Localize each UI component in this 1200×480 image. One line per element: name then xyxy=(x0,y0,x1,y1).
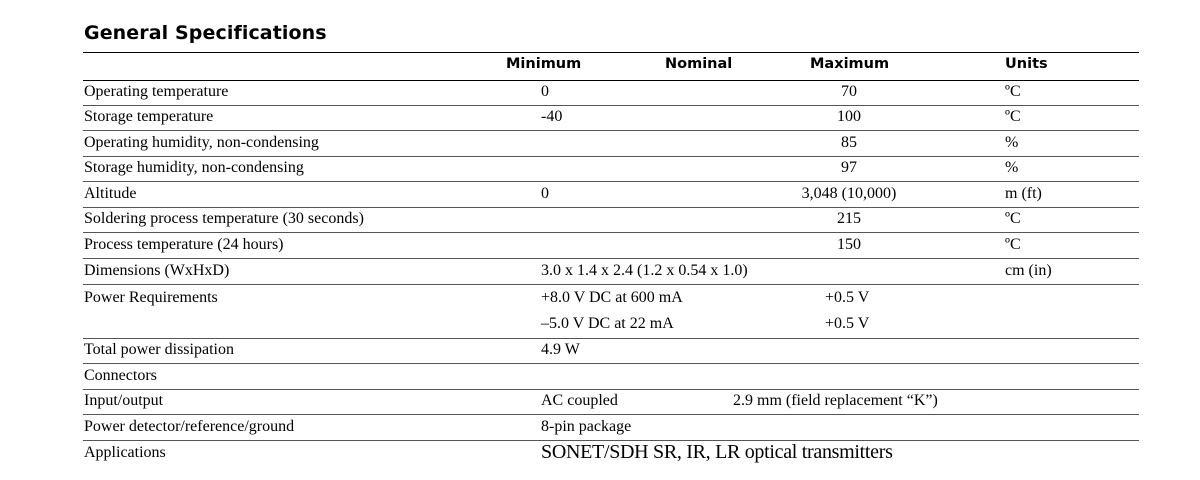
units-value: % xyxy=(1005,134,1019,151)
maximum-value: 97 xyxy=(841,159,857,176)
table-top-rule xyxy=(83,52,1139,53)
input-output-connector: 2.9 mm (field replacement “K”) xyxy=(733,392,938,409)
total-power-value: 4.9 W xyxy=(541,341,580,358)
row-label: Operating humidity, non-condensing xyxy=(84,134,319,151)
power-detector-value: 8-pin package xyxy=(541,418,632,435)
units-value: cm (in) xyxy=(1005,262,1052,279)
row-divider xyxy=(83,338,1139,339)
header-rule xyxy=(83,80,1139,81)
units-value: m (ft) xyxy=(1005,185,1042,202)
dimensions-value: 3.0 x 1.4 x 2.4 (1.2 x 0.54 x 1.0) xyxy=(541,262,748,279)
header-nominal: Nominal xyxy=(665,56,733,72)
row-label: Dimensions (WxHxD) xyxy=(84,262,230,279)
units-value: % xyxy=(1005,159,1019,176)
row-divider xyxy=(83,156,1139,157)
row-label: Connectors xyxy=(84,367,157,384)
maximum-value: 100 xyxy=(837,108,861,125)
input-output-coupling: AC coupled xyxy=(541,392,618,409)
maximum-value: 70 xyxy=(841,83,857,100)
row-divider xyxy=(83,258,1139,259)
applications-value: SONET/SDH SR, IR, LR optical transmitters xyxy=(541,441,893,463)
row-label: Altitude xyxy=(84,185,137,202)
row-divider xyxy=(83,363,1139,364)
row-label: Process temperature (24 hours) xyxy=(84,236,284,253)
row-divider xyxy=(83,130,1139,131)
units-value: ºC xyxy=(1005,236,1021,253)
row-label: Applications xyxy=(84,444,166,461)
section-title: General Specifications xyxy=(84,22,327,44)
row-divider xyxy=(83,414,1139,415)
row-label: Input/output xyxy=(84,392,164,409)
row-label: Power detector/reference/ground xyxy=(84,418,295,435)
units-value: ºC xyxy=(1005,83,1021,100)
header-minimum: Minimum xyxy=(506,56,582,72)
row-label: Operating temperature xyxy=(84,83,229,100)
row-divider xyxy=(83,232,1139,233)
units-value: ºC xyxy=(1005,210,1021,227)
maximum-value: 3,048 (10,000) xyxy=(801,185,897,202)
row-label: Power Requirements xyxy=(84,289,218,306)
maximum-value: 150 xyxy=(837,236,861,253)
minimum-value: 0 xyxy=(541,185,549,202)
minimum-value: 0 xyxy=(541,83,549,100)
power-line-2: –5.0 V DC at 22 mA xyxy=(541,315,674,332)
header-units: Units xyxy=(1005,56,1048,72)
row-divider xyxy=(83,389,1139,390)
row-divider xyxy=(83,207,1139,208)
power-line-1: +8.0 V DC at 600 mA xyxy=(541,289,683,306)
row-label: Total power dissipation xyxy=(84,341,234,358)
power-line-2-tolerance: +0.5 V xyxy=(825,315,870,332)
maximum-value: 215 xyxy=(837,210,861,227)
units-value: ºC xyxy=(1005,108,1021,125)
row-divider xyxy=(83,284,1139,285)
row-divider xyxy=(83,181,1139,182)
row-divider xyxy=(83,105,1139,106)
row-label: Soldering process temperature (30 seconds) xyxy=(84,210,364,227)
minimum-value: -40 xyxy=(541,108,563,125)
header-maximum: Maximum xyxy=(810,56,890,72)
power-line-1-tolerance: +0.5 V xyxy=(825,289,870,306)
row-label: Storage humidity, non-condensing xyxy=(84,159,304,176)
maximum-value: 85 xyxy=(841,134,857,151)
row-label: Storage temperature xyxy=(84,108,214,125)
